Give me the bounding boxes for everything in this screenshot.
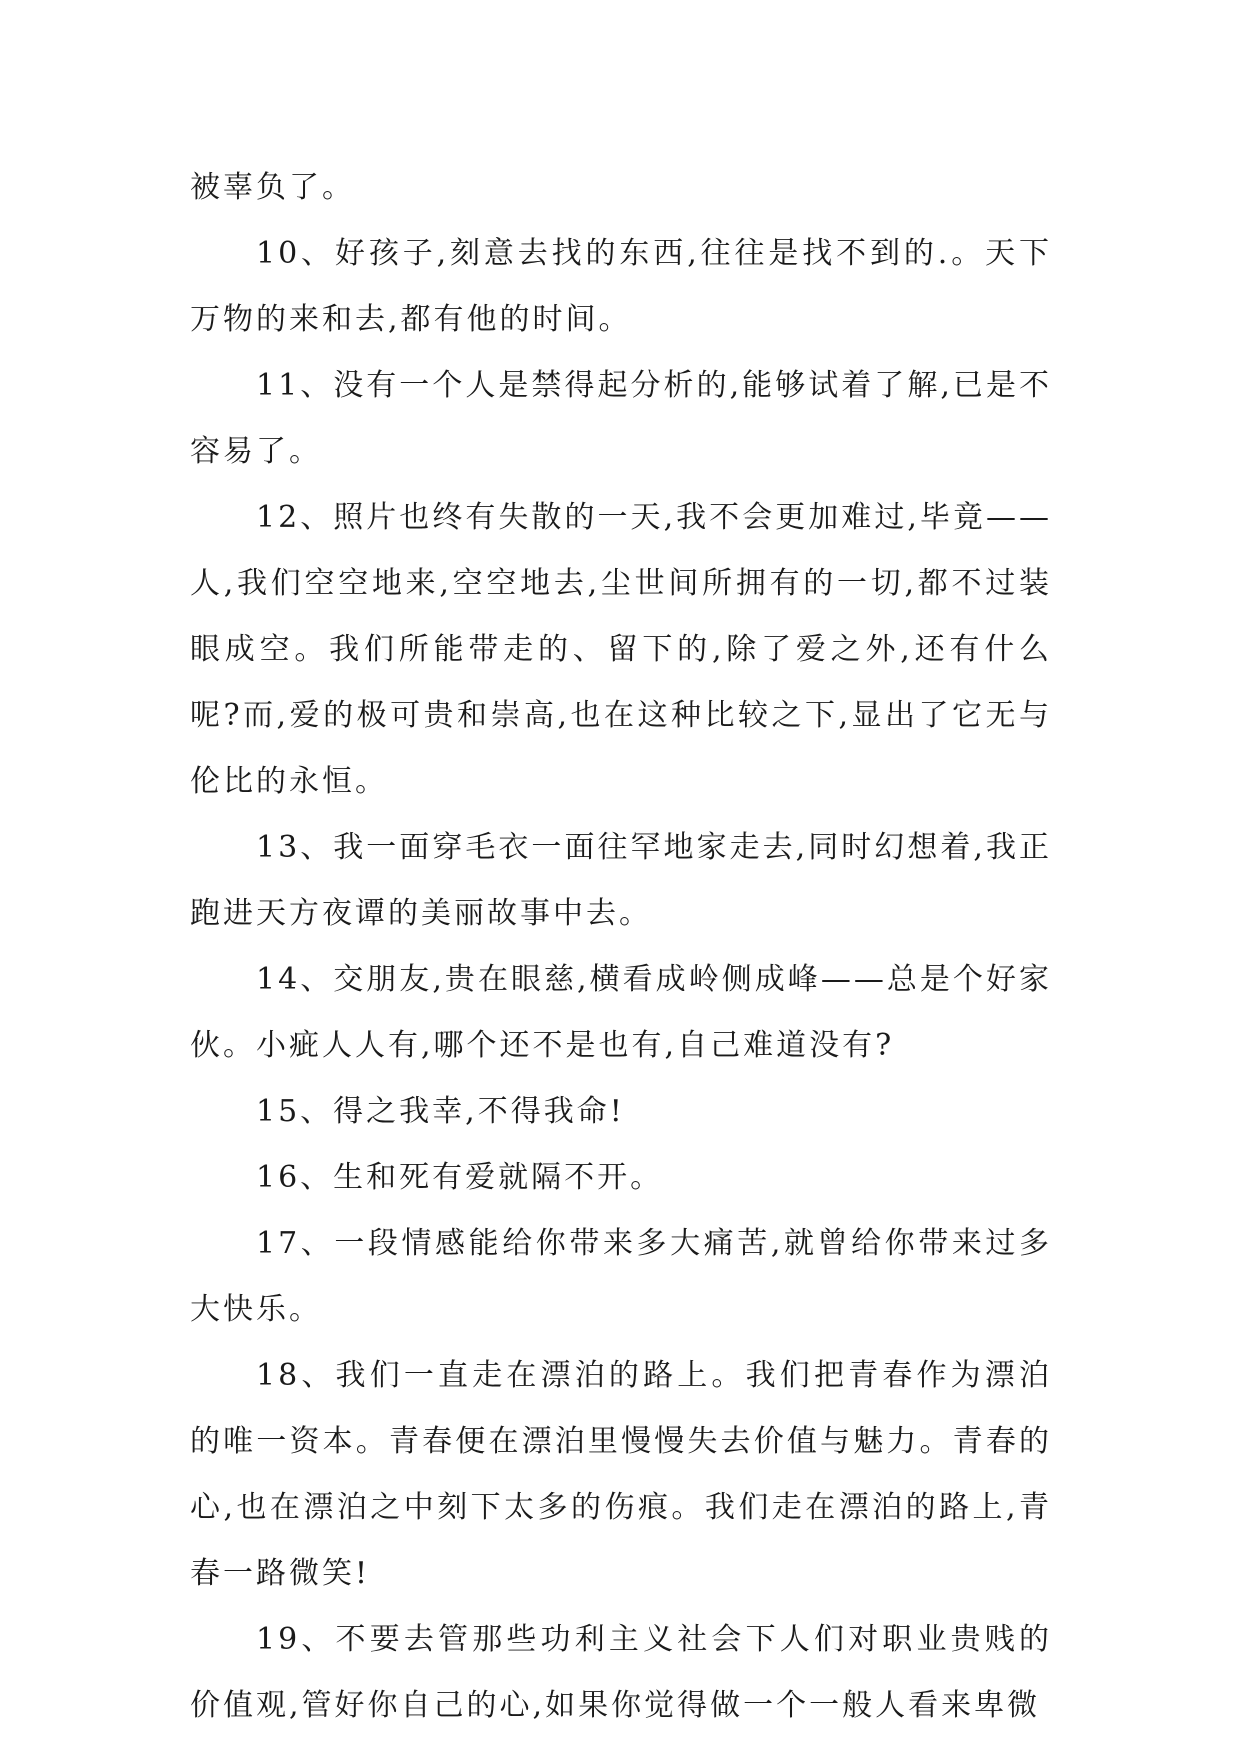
- paragraph-continuation: 被辜负了。: [190, 170, 355, 205]
- paragraph-18: 18、我们一直走在漂泊的路上。我们把青春作为漂泊的唯一资本。青春便在漂泊里慢慢失去价值与魅力。青春的心,也在漂泊之中刻下太多的伤痕。我们走在漂泊的路上,青春一路微笑!: [190, 1358, 1052, 1591]
- paragraph-14: 14、交朋友,贵在眼慈,横看成岭侧成峰——总是个好家伙。小疵人人有,哪个还不是也有,自己难道没有?: [190, 962, 1052, 1063]
- paragraph-13: 13、我一面穿毛衣一面往罕地家走去,同时幻想着,我正跑进天方夜谭的美丽故事中去。: [190, 830, 1052, 931]
- paragraph-10: 10、好孩子,刻意去找的东西,往往是找不到的.。天下万物的来和去,都有他的时间。: [190, 236, 1052, 337]
- document-body: [190, 155, 1052, 1739]
- paragraph-19: 19、不要去管那些功利主义社会下人们对职业贵贱的价值观,管好你自己的心,如果你觉得做一个一般人看来卑微: [190, 1622, 1052, 1723]
- paragraph-11: 11、没有一个人是禁得起分析的,能够试着了解,已是不容易了。: [190, 368, 1052, 469]
- paragraph-15: 15、得之我幸,不得我命!: [256, 1094, 625, 1129]
- paragraph-17: 17、一段情感能给你带来多大痛苦,就曾给你带来过多大快乐。: [190, 1226, 1052, 1327]
- paragraph-12: 12、照片也终有失散的一天,我不会更加难过,毕竟——人,我们空空地来,空空地去,尘世间所拥有的一切,都不过装眼成空。我们所能带走的、留下的,除了爱之外,还有什么呢?而,爱的极可贵和崇高,也在这种比较之下,显出了它无与伦比的永恒。: [190, 500, 1052, 799]
- paragraph-16: 16、生和死有爱就隔不开。: [256, 1160, 664, 1195]
